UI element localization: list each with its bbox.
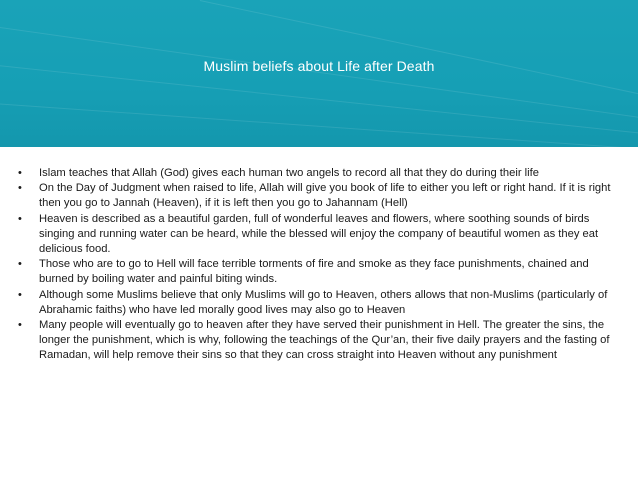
list-item [18, 288, 618, 318]
bullet-icon: • [18, 167, 22, 179]
list-item [18, 181, 618, 211]
bullet-icon: • [18, 258, 22, 271]
title-band [0, 0, 638, 147]
list-item [18, 166, 618, 181]
list-item [18, 212, 618, 258]
bullet-text: Heaven is described as a beautiful garden, full of wonderful leaves and flowers, where soothing sounds of birds singing and running water can be heard, while the blessed will enjoy the company of beautiful women as they eat delicious food. [39, 212, 599, 256]
bullet-icon: • [18, 319, 22, 332]
decorative-stripe [0, 100, 638, 147]
slide-title: Muslim beliefs about Life after Death [203, 58, 435, 74]
decorative-stripe [0, 20, 638, 146]
bullet-list [18, 166, 618, 364]
bullet-text: Islam teaches that Allah (God) gives each human two angels to record all that they do during their life [39, 167, 539, 179]
bullet-text: Many people will eventually go to heaven after they have served their punishment in Hell. The greater the sins, the longer the punishment, which is why, following the teachings of the Qur’an, their five daily prayers and the fasting of Ramadan, will help remove their sins so that they can cross straight into Heaven without any punishment [39, 319, 610, 362]
bullet-icon: • [18, 182, 22, 195]
bullet-icon: • [18, 212, 22, 225]
list-item [18, 318, 618, 364]
bullet-text: Those who are to go to Hell will face terrible torments of fire and smoke as they face punishments, chained and burned by boiling water and painful biting winds. [39, 258, 589, 286]
bullet-icon: • [18, 288, 22, 301]
bullet-text: Although some Muslims believe that only Muslims will go to Heaven, others allows that non-Muslims (particularly of Abrahamic faiths) who have led morally good lives may also go to Heaven [39, 288, 608, 316]
bullet-text: On the Day of Judgment when raised to life, Allah will give you book of life to either you left or right hand. If it is right then you go to Jannah (Heaven), if it is left then you go to Jahannam (Hell) [39, 182, 611, 210]
list-item [18, 257, 618, 287]
